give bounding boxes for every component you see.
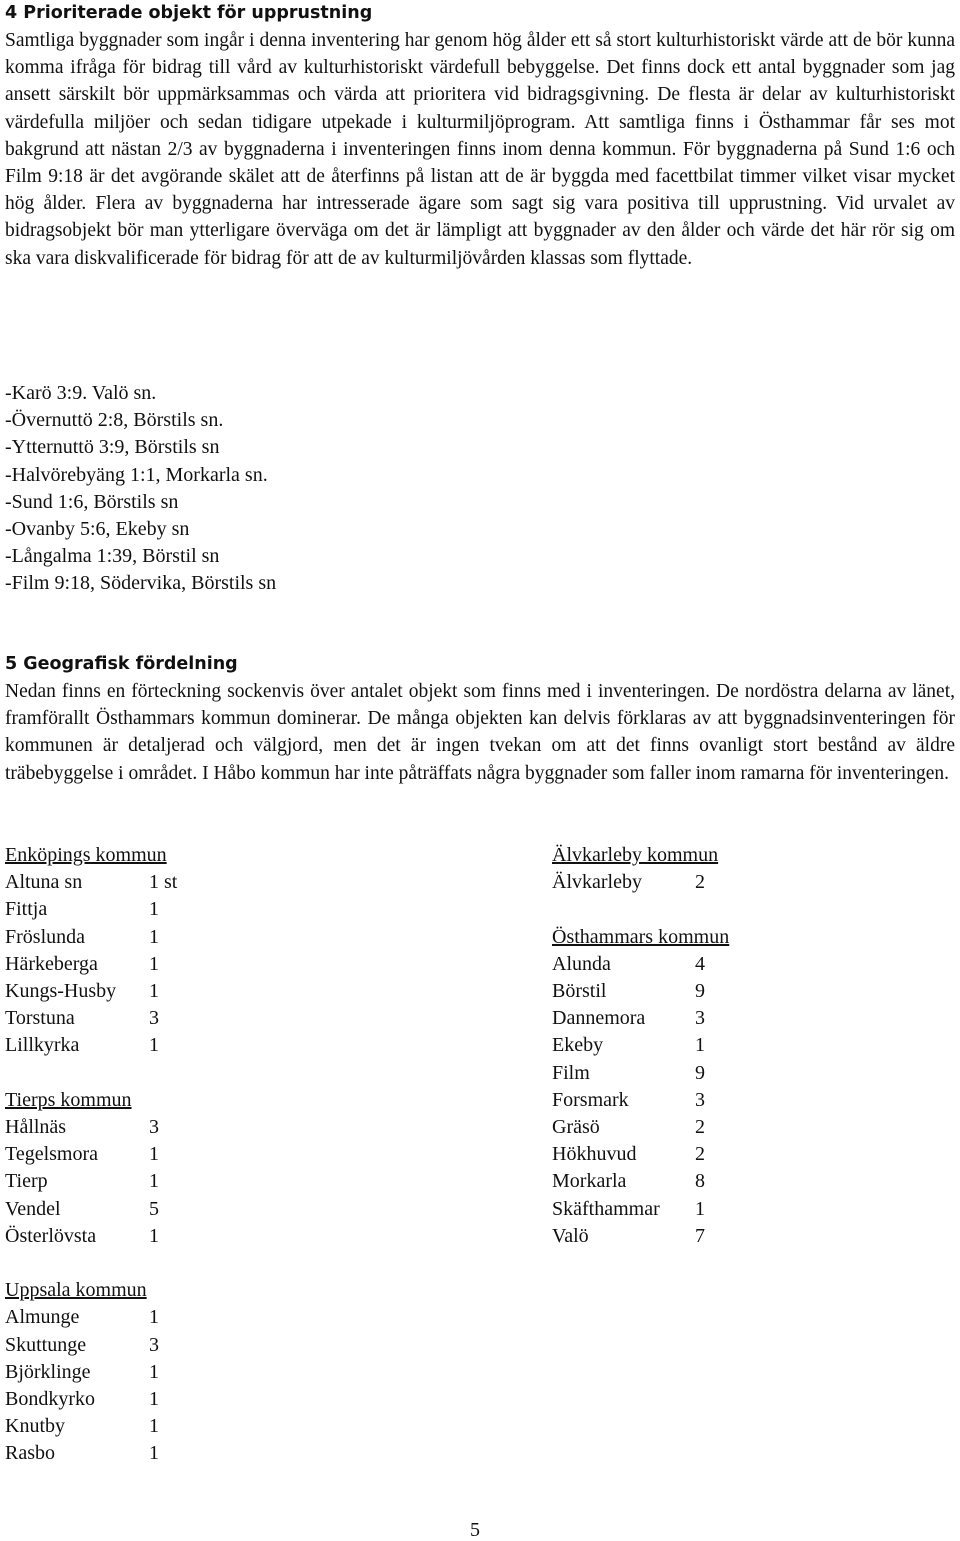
parish-row (5, 1005, 177, 1032)
parish-name: Fittja (5, 898, 48, 921)
parish-row (5, 1196, 177, 1223)
municipality-group (552, 924, 729, 1250)
parish-row (5, 924, 177, 951)
municipality-heading: Uppsala kommun (5, 1279, 147, 1302)
parish-name: Härkeberga (5, 952, 98, 975)
parish-name: Rasbo (5, 1442, 55, 1465)
parish-count: 1 (149, 1034, 159, 1057)
parish-count: 1 (149, 1170, 159, 1193)
municipality-group (552, 842, 729, 896)
priority-object: -Ytternuttö 3:9, Börstils sn (5, 436, 220, 459)
parish-row (552, 869, 729, 896)
parish-name: Börstil (552, 980, 607, 1002)
priority-object: -Långalma 1:39, Börstil sn (5, 545, 220, 568)
parish-name: Valö (552, 1224, 589, 1247)
parish-name: Hökhuvud (552, 1143, 637, 1166)
parish-row (552, 1223, 729, 1250)
parish-row (552, 1060, 729, 1087)
parish-count: 1 (149, 1442, 159, 1465)
parish-count: 1 (149, 1388, 159, 1411)
parish-count: 1 (695, 1034, 705, 1057)
parish-row (552, 1168, 729, 1195)
parish-row (5, 951, 177, 978)
parish-row (552, 1114, 729, 1141)
parish-name: Film (552, 1061, 590, 1084)
parish-count: 3 (695, 1007, 705, 1030)
parish-count: 2 (695, 1143, 705, 1166)
parish-count: 1 (149, 925, 159, 948)
parish-row (5, 1440, 177, 1467)
parish-row (5, 1386, 177, 1413)
parish-count: 1 (149, 898, 159, 921)
section-5-heading: 5 Geografisk fördelning (5, 654, 238, 674)
parish-name: Vendel (5, 1197, 61, 1220)
parish-count: 3 (149, 1333, 159, 1356)
parish-name: Bondkyrko (5, 1388, 95, 1411)
parish-name: Morkarla (552, 1170, 627, 1193)
parish-count: 5 (149, 1197, 159, 1220)
municipality-group (5, 1277, 177, 1467)
parish-row (552, 1087, 729, 1114)
priority-objects-list (5, 380, 276, 598)
parish-count: 1 (149, 1306, 159, 1329)
parish-row (5, 869, 177, 896)
priority-object: -Halvörebyäng 1:1, Morkarla sn. (5, 463, 268, 486)
parish-row (552, 978, 729, 1005)
priority-object: -Ovanby 5:6, Ekeby sn (5, 518, 190, 541)
parish-name: Knutby (5, 1415, 65, 1438)
municipality-heading: Tierps kommun (5, 1088, 132, 1111)
parish-name: Ekeby (552, 1034, 604, 1057)
parish-name: Almunge (5, 1306, 80, 1329)
parish-name: Hållnäs (5, 1116, 67, 1139)
parish-row (5, 1223, 177, 1250)
section-5-paragraph: Nedan finns en förteckning sockenvis över antalet objekt som finns med i inventeringen. De nordöstra delarna av länet, framförallt Östhammars kommun dominerar. De många objekten kan delvis förklaras av att byggnadsinventeringen för kommunen är detaljerad och välgjord, men det är ingen tvekan om att det finns ovanligt stort bestånd av äldre träbebyggelse i området. I Håbo kommun har inte påträffats några byggnader som faller inom ramarna för inventeringen. (5, 681, 955, 784)
parish-row (5, 1168, 177, 1195)
parish-name: Alunda (552, 952, 611, 975)
section-4-heading: 4 Prioriterade objekt för upprustning (5, 3, 373, 23)
parish-name: Fröslunda (5, 925, 85, 948)
parish-count: 9 (695, 1061, 705, 1084)
parish-name: Österlövsta (5, 1224, 97, 1247)
municipality-heading: Älvkarleby kommun (552, 844, 719, 866)
municipality-heading: Östhammars kommun (552, 925, 730, 948)
parish-count: 8 (695, 1170, 705, 1193)
parish-count: 3 (149, 1116, 159, 1139)
parish-count: 1 (149, 1224, 159, 1247)
parish-row (552, 1196, 729, 1223)
parish-row (552, 1032, 729, 1059)
parish-count: 1 (149, 1143, 159, 1166)
parish-count: 1 (149, 980, 159, 1003)
municipality-group (5, 1087, 177, 1250)
parish-count: 1 st (149, 871, 178, 894)
parish-count: 1 (695, 1197, 705, 1220)
parish-name: Kungs-Husby (5, 980, 117, 1003)
municipality-heading: Enköpings kommun (5, 844, 167, 866)
parish-name: Torstuna (5, 1007, 75, 1030)
parish-name: Skuttunge (5, 1333, 87, 1356)
parish-name: Gräsö (552, 1116, 600, 1139)
parish-count: 2 (695, 1116, 705, 1139)
parish-row (5, 978, 177, 1005)
parish-name: Tierp (5, 1170, 48, 1193)
parish-count: 4 (695, 952, 705, 975)
parish-row (552, 1005, 729, 1032)
parish-name: Älvkarleby (552, 871, 642, 894)
parish-count: 1 (149, 952, 159, 975)
page-number: 5 (470, 1519, 480, 1541)
parish-row (5, 1032, 177, 1059)
parish-name: Skäfthammar (552, 1197, 660, 1220)
parish-row (552, 1141, 729, 1168)
parish-name: Björklinge (5, 1360, 91, 1383)
parish-count: 3 (149, 1007, 159, 1030)
priority-object: -Film 9:18, Södervika, Börstils sn (5, 572, 277, 595)
priority-object: -Karö 3:9. Valö sn. (5, 382, 157, 404)
parish-count: 7 (695, 1224, 705, 1247)
parish-row (5, 896, 177, 923)
parish-count: 1 (149, 1360, 159, 1383)
parish-row (5, 1332, 177, 1359)
parish-name: Altuna sn (5, 871, 83, 894)
parish-name: Dannemora (552, 1007, 646, 1030)
parish-count: 9 (695, 980, 705, 1002)
municipality-column-right (552, 842, 729, 1277)
parish-count: 2 (695, 871, 705, 894)
parish-name: Forsmark (552, 1088, 629, 1111)
parish-name: Lillkyrka (5, 1034, 80, 1057)
municipality-column-left (5, 842, 177, 1495)
parish-row (5, 1413, 177, 1440)
section-4-paragraph: Samtliga byggnader som ingår i denna inventering har genom hög ålder ett så stort kulturhistoriskt värde att de bör kunna komma ifråga för bidrag till vård av kulturhistoriskt värdefull bebyggelse. Det finns dock ett antal byggnader som jag ansett särskilt bör uppmärksammas och värda att prioritera vid bidragsgivning. De flesta är delar av kulturhistoriskt värdefulla miljöer och sedan tidigare utpekade i kulturmiljöprogram. Att samtliga finns i Östhammar får ses mot bakgrund att nästan 2/3 av byggnaderna i inventeringen finns inom denna kommun. För byggnaderna på Sund 1:6 och Film 9:18 är det avgörande skälet att de återfinns på listan att de är byggda med facettbilat timmer vilket visar mycket hög ålder. Flera av byggnaderna har intresserade ägare som sagt sig vara positiva till upprustning. Vid urvalet av bidragsobjekt bör man ytterligare överväga om det är lämpligt att byggnader av den ålder och värde det här rör sig om ska vara diskvalificerade för bidrag för att de av kulturmiljövården klassas som flyttade. (5, 30, 955, 269)
municipality-group (5, 842, 177, 1060)
parish-row (5, 1141, 177, 1168)
parish-row (5, 1304, 177, 1331)
parish-row (552, 951, 729, 978)
parish-count: 3 (695, 1088, 705, 1111)
parish-name: Tegelsmora (5, 1143, 99, 1166)
priority-object: -Övernuttö 2:8, Börstils sn. (5, 409, 224, 432)
priority-object: -Sund 1:6, Börstils sn (5, 490, 179, 513)
parish-count: 1 (149, 1415, 159, 1438)
parish-row (5, 1359, 177, 1386)
parish-row (5, 1114, 177, 1141)
